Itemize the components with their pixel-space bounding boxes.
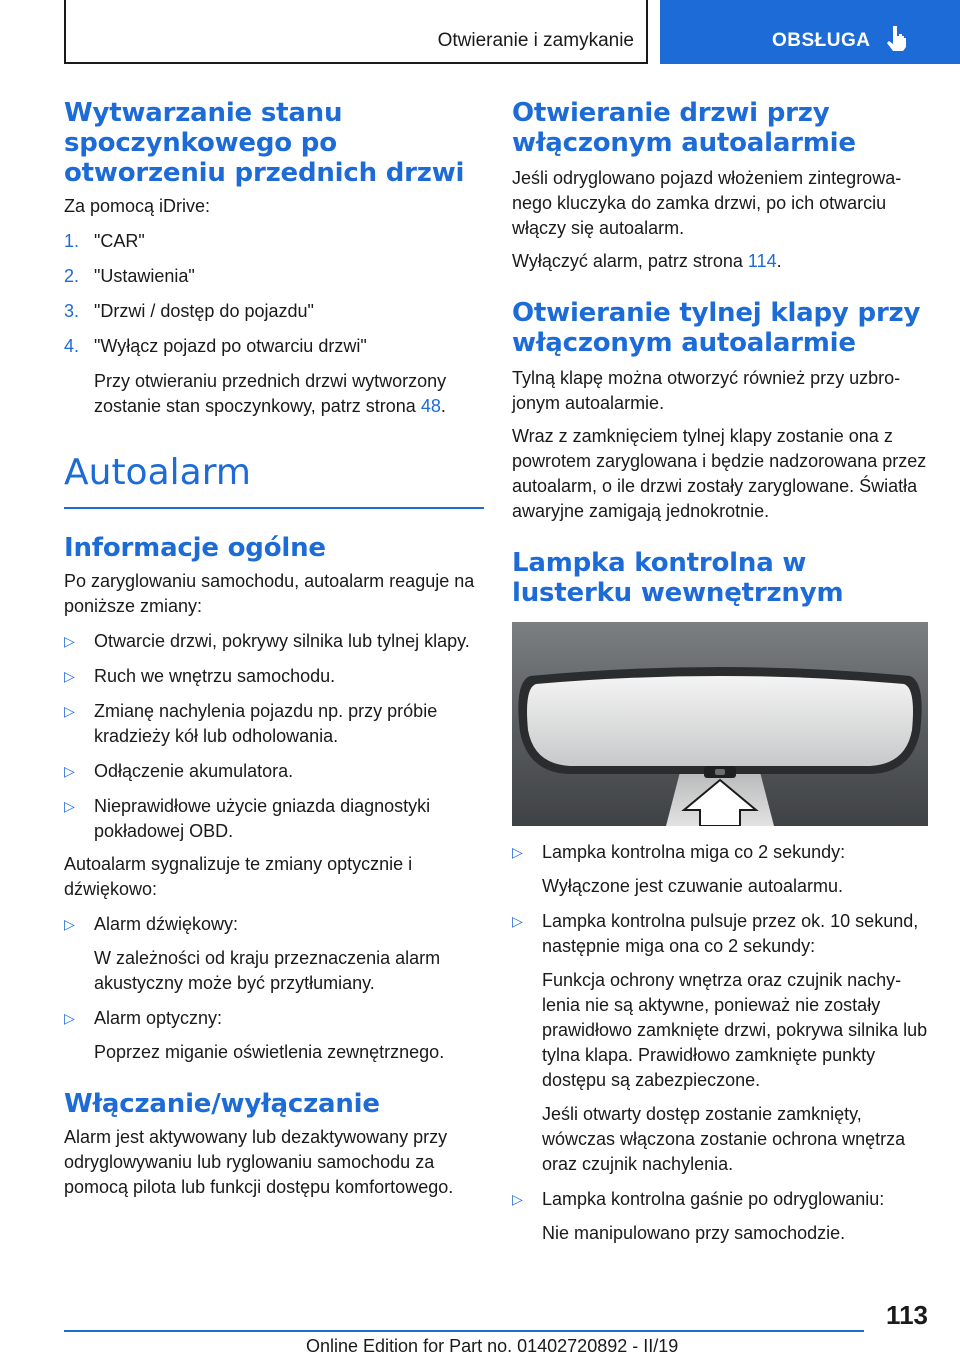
triangle-bullet-icon: ▷	[64, 763, 75, 779]
list-item	[64, 794, 484, 844]
door-alarm-text: Jeśli odryglowano pojazd włożeniem zintegrowanego kluczyka do zamka drzwi, po ich otwarciu włączy się autoalarm.	[512, 168, 902, 238]
list-item-sub: Jeśli otwarty dostęp zostanie zamknięty, wówczas włączona zostanie ochrona wnętrza oraz czujnik nachylenia.	[542, 1104, 906, 1174]
list-item	[64, 629, 484, 654]
section-title: Otwieranie i zamykanie	[437, 30, 634, 51]
list-item-text: Otwarcie drzwi, pokrywy silnika lub tylnej klapy.	[94, 631, 470, 651]
page-link-114[interactable]: 114	[747, 251, 777, 271]
heading-on-off: Włączanie/wyłączanie	[64, 1089, 380, 1119]
step-note	[94, 369, 484, 419]
page-link-48[interactable]: 48	[420, 396, 441, 416]
on-off-text: Alarm jest aktywowany lub dezaktywowany przy odryglowywaniu lub ryglowaniu samochodu za pomocą pilota lub funkcji dostępu komfortowego.	[64, 1127, 454, 1197]
footer-divider	[64, 1330, 864, 1332]
list-item-sub: Wyłączone jest czuwanie autoalarmu.	[542, 876, 843, 896]
list-item	[64, 1006, 484, 1065]
step-text: "Wyłącz pojazd po otwarciu drzwi"	[94, 336, 367, 356]
list-item	[512, 1187, 932, 1246]
triangle-bullet-icon: ▷	[64, 798, 75, 814]
step-item	[64, 299, 484, 324]
general-intro: Po zaryglowaniu samochodu, autoalarm reaguje na poniższe zmiany:	[64, 571, 475, 616]
chapter-tab[interactable]	[660, 0, 960, 64]
triangle-bullet-icon: ▷	[64, 633, 75, 649]
tailgate-text-2: Wraz z zamknięciem tylnej klapy zostanie ona z powrotem zaryglowana i będzie nadzorowana przez autoalarm, o ile drzwi zostały zaryglowane. Światła awaryjne zamigają jednokrotnie.	[512, 426, 927, 521]
triangle-bullet-icon: ▷	[64, 668, 75, 684]
heading-mirror-lamp: Lampka kontrolna w lusterku wewnętrznym	[512, 548, 844, 608]
list-item-text: Ruch we wnętrzu samochodu.	[94, 666, 336, 686]
list-item	[512, 840, 932, 899]
tailgate-text: Tylną klapę można otworzyć również przy uzbrojonym autoalarmie.	[512, 368, 901, 413]
step-item	[64, 264, 484, 289]
list-item	[64, 699, 484, 749]
idrive-intro: Za pomocą iDrive:	[64, 196, 211, 216]
change-list	[64, 629, 484, 844]
list-item	[64, 912, 484, 996]
triangle-bullet-icon: ▷	[64, 1010, 75, 1026]
list-item	[512, 909, 932, 1177]
door-alarm-ref	[512, 249, 932, 274]
list-item	[64, 759, 484, 784]
chapter-divider	[64, 507, 484, 509]
heading-general-info: Informacje ogólne	[64, 533, 326, 563]
step-text: "CAR"	[94, 231, 145, 251]
list-item-text: Alarm dźwiękowy:	[94, 914, 239, 934]
chapter-heading-autoalarm: Autoalarm	[64, 452, 251, 493]
signal-intro: Autoalarm sygnalizuje te zmiany optycznie i dźwiękowo:	[64, 854, 413, 899]
list-item	[64, 664, 484, 689]
rearview-mirror-image	[512, 622, 928, 826]
lamp-status-list	[512, 840, 932, 1246]
step-number: 3.	[64, 301, 80, 321]
page-number: 113	[886, 1300, 928, 1330]
header-section-box	[64, 0, 648, 64]
triangle-bullet-icon: ▷	[512, 1191, 523, 1207]
right-column	[512, 98, 932, 1246]
list-item-text: Lampka kontrolna miga co 2 sekundy:	[542, 842, 846, 862]
list-item-text: Alarm optyczny:	[94, 1008, 223, 1028]
chapter-tab-label: OBSŁUGA	[772, 30, 871, 51]
step-number: 2.	[64, 266, 80, 286]
idrive-steps	[64, 229, 484, 419]
triangle-bullet-icon: ▷	[64, 916, 75, 932]
left-column	[64, 98, 484, 1200]
step-item	[64, 229, 484, 254]
footer-edition: Online Edition for Part no. 01402720892 - II/19	[306, 1336, 679, 1356]
step-text: "Drzwi / dostęp do pojazdu"	[94, 301, 314, 321]
step-item	[64, 334, 484, 419]
alarm-type-list	[64, 912, 484, 1065]
step-text: "Ustawienia"	[94, 266, 195, 286]
triangle-bullet-icon: ▷	[512, 844, 523, 860]
list-item-sub: Funkcja ochrony wnętrza oraz czujnik nachylenia nie są aktywne, ponieważ nie zostały prawidłowo zamknięte drzwi, pokrywa silnika lub tylna klapa. Prawidłowo zamknięte punkty dostępu są zabezpieczone.	[542, 970, 928, 1090]
list-item-text: Odłączenie akumulatora.	[94, 761, 294, 781]
step-note-end: .	[440, 396, 446, 416]
list-item-sub: Nie manipulowano przy samochodzie.	[542, 1223, 846, 1243]
step-number: 1.	[64, 231, 80, 251]
heading-rest-state: Wytwarzanie stanu spoczynkowego po otworzeniu przednich drzwi	[64, 98, 465, 188]
list-item-text: Nieprawidłowe użycie gniazda diagnostyki pokładowej OBD.	[94, 796, 431, 841]
list-item-text: Lampka kontrolna pulsuje przez ok. 10 sekund, następnie miga ona co 2 sekundy:	[542, 911, 919, 956]
mirror-illustration	[512, 622, 932, 826]
list-item-text: Lampka kontrolna gaśnie po odryglowaniu:	[542, 1189, 885, 1209]
list-item-sub: Poprzez miganie oświetlenia zewnętrznego.	[94, 1042, 445, 1062]
heading-tailgate-alarm: Otwieranie tylnej klapy przy włączonym autoalarmie	[512, 298, 921, 358]
heading-door-alarm: Otwieranie drzwi przy włączonym autoalarmie	[512, 98, 856, 158]
list-item-text: Zmianę nachylenia pojazdu np. przy próbie kradzieży kół lub odholowania.	[94, 701, 438, 746]
triangle-bullet-icon: ▷	[64, 703, 75, 719]
step-number: 4.	[64, 336, 80, 356]
door-alarm-ref-end: .	[776, 251, 782, 271]
step-note-text: Przy otwieraniu przednich drzwi wytworzony zostanie stan spoczynkowy, patrz strona	[94, 371, 447, 416]
list-item-sub: W zależności od kraju przeznaczenia alarm akustyczny może być przytłumiany.	[94, 948, 441, 993]
triangle-bullet-icon: ▷	[512, 913, 523, 929]
pointing-hand-icon	[886, 24, 908, 52]
door-alarm-ref-text: Wyłączyć alarm, patrz strona	[512, 251, 743, 271]
